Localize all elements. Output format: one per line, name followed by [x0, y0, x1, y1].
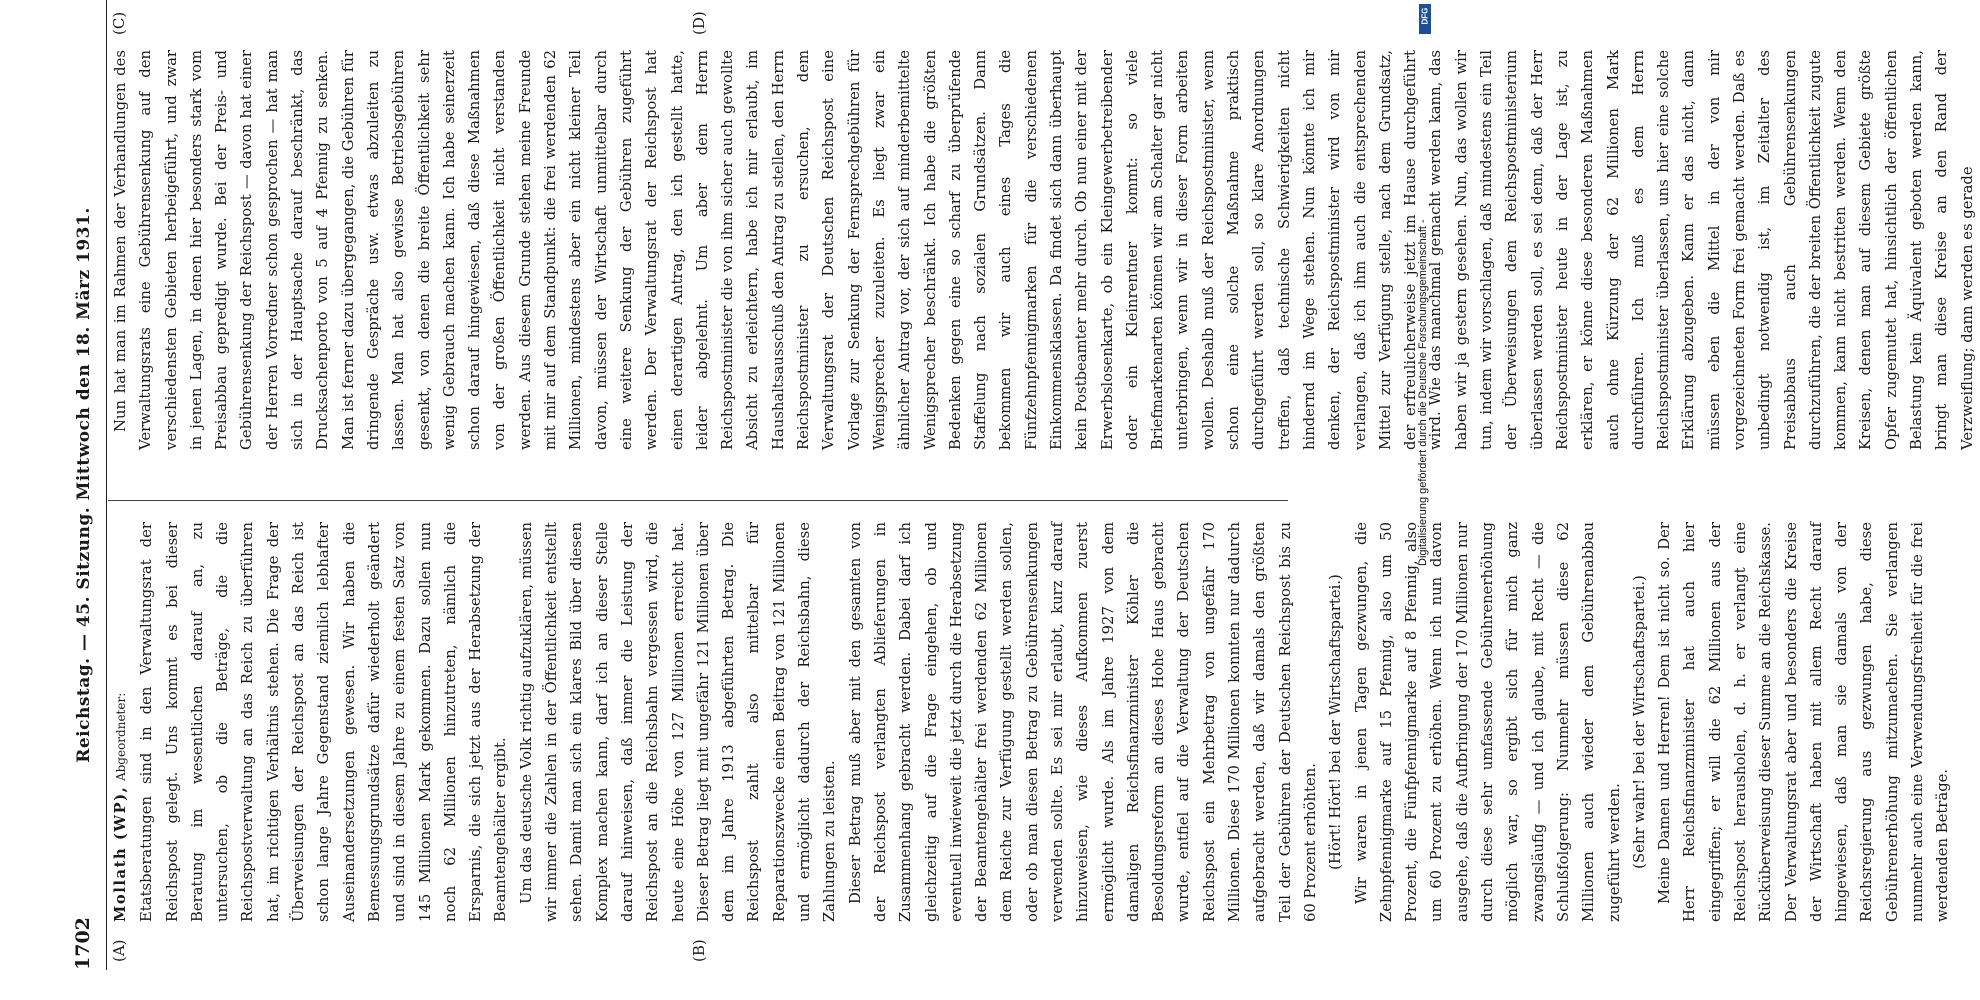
paragraph: Meine Damen und Herren! Dem ist nicht so. Der Herr Reichsfinanzminister hat auch hier eingegriffen; er will die 62 Millionen aus der Reichspost herausholen, d. h. er verlangt eine Rücküberweisung dieser Summe an die Reichskasse. Der Verwaltungsrat aber und besonders die Kreise der Wirtschaft haben mit allem Recht darauf hingewiesen, daß man sie damals von der Reichsregierung aus gezwungen habe, diese Gebührenerhöhung mitzumachen. Sie verlangen nunmehr auch eine Verwendungsfreiheit für die frei werdenden Beträge. [1656, 522, 1952, 922]
margin-marker-c: (C) [110, 11, 128, 35]
credit-text: Digitalisierung gefördert durch die Deutsche Forschungsgemeinschaft - [1417, 219, 1429, 566]
paragraph: Nun hat man im Rahmen der Verhandlungen des Verwaltungsrats eine Gebührensenkung auf den verschiedensten Gebieten herbeigeführt, und zwar in jenen Lagen, in denen hier besonders stark vom Preisabbau gepredigt wurde. Bei der Preis- und Gebührensenkung der Reichspost — davon hat einer der Herren Vorredner schon gesprochen — hat man sich in der Hauptsache darauf beschränkt, das Drucksachenporto von 5 auf 4 Pfennig zu senken. Man ist ferner dazu übergegangen, die Gebühren für dringende Gespräche usw. etwas abzuleiten zu lassen. Man hat also gewisse Betriebsgebühren gesenkt, von denen die breite Öffentlichkeit sehr wenig Gebrauch machen kann. Ich habe seinerzeit schon darauf hingewiesen, daß diese Maßnahmen von der großen Öffentlichkeit nicht verstanden werden. Aus diesem Grunde stehen meine Freunde mit mir auf dem Standpunkt: die frei werdenden 62 Millionen, mindestens aber ein nicht kleiner Teil davon, müssen der Wirtschaft unmittelbar durch eine weitere Senkung der Gebühren zugeführt werden. Der Verwaltungsrat der Reichspost hat einen derartigen Antrag, den ich gestellt hatte, leider abgelehnt. Um aber dem Herrn Reichspostminister die von ihm sicher auch gewollte Absicht zu erleichtern, habe ich mir erlaubt, im Haushaltsausschuß den Antrag zu stellen, den Herrn Reichspostminister zu ersuchen, dem Verwaltungsrat der Deutschen Reichspost eine Vorlage zur Senkung der Fernsprechgebühren für Wenigsprecher zuzuleiten. Es liegt zwar ein ähnlicher Antrag vor, der sich auf minderbemittelte Wenigsprecher beschränkt. Ich habe die größten Bedenken gegen eine so scharf zu überprüfende Staffelung nach sozialen Grundsätzen. Dann bekommen wir auch eines Tages die Fünfzehnpfennigmarken für die verschiedenen Einkommensklassen. Da findet sich dann überhaupt kein Postbeamter mehr durch. Ob nun einer mit der Erwerbslosenkarte, ob ein Kleingewerbetreibender oder ein Kleinrentner kommt: so viele Briefmarkenarten können wir am Schalter gar nicht unterbringen, wenn wir in dieser Form arbeiten wollen. Deshalb muß der Reichspostminister, wenn schon eine solche Maßnahme praktisch durchgeführt werden soll, so klare Anordnungen treffen, daß technische Schwierigkeiten nicht hindernd im Wege stehen. Nun könnte ich mir denken, der Reichspostminister wird von mir verlangen, daß ich ihm auch die entsprechenden Mittel zur Verfügung stelle, nach dem Grundsatz, der erfreulicherweise jetzt im Hause durchgeführt wird. Wie das manchmal gemacht werden kann, das haben wir ja gestern gesehen. Nun, das wollen wir tun, indem wir vorschlagen, daß mindestens ein Teil der Überweisungen dem Reichspostministerium überlassen werden soll, es sei denn, daß der Herr Reichspostminister heute in der Lage ist, zu erklären, er könne diese besonderen Maßnahmen auch ohne Kürzung der 62 Millionen Mark durchführen. Ich muß es dem Herrn Reichspostminister überlassen, uns hier eine solche Erklärung abzugeben. Kann er das nicht, dann müssen eben die Mittel in der von mir vorgezeichneten Form frei gemacht werden. Daß es unbedingt notwendig ist, im Zeitalter des Preisabbaus auch Gebührensenkungen durchzuführen, die der breiten Öffentlichkeit zugute kommen, kann nicht bestritten werden. Wenn den Kreisen, denen man auf diesem Gebiete größte Opfer zugemutet hat, hinsichtlich der öffentlichen Belastung kein Äquivalent geboten werden kann, bringt man diese Kreise an den Rand der Verzweiflung; dann werden es gerade [112, 50, 1976, 450]
left-column [108, 522, 1956, 922]
interjection: (Hört! Hört! bei der Wirtschaftspartei.) [1327, 574, 1345, 870]
speaker-line [108, 522, 134, 922]
paragraph: Dieser Betrag muß aber mit den gesamten von der Reichspost verlangten Ablieferungen in Zusammenhang gebracht werden. Dabei darf ich gleichzeitig auf die Frage eingehen, ob und eventuell inwieweit die jetzt durch die Herabsetzung der Beamtengehälter frei werdenden 62 Millionen dem Reiche zur Verfügung gestellt werden sollen, oder ob man diesen Betrag zu Gebührensenkungen verwenden sollte. Es sei mir erlaubt, kurz darauf hinzuweisen, wie dieses Aufkommen zuerst ermöglicht wurde. Als im Jahre 1927 von dem damaligen Reichsfinanzminister Köhler die Besoldungsreform an dieses Hohe Haus gebracht wurde, entfiel auf die Verwaltung der Deutschen Reichspost ein Mehrbetrag von ungefähr 170 Millionen. Diese 170 Millionen konnten nur dadurch aufgebracht werden, daß wir damals den größten Teil der Gebühren der Deutschen Reichspost bis zu 60 Prozent erhöhten. [846, 522, 1319, 922]
speaker-role: Abgeordneter: [114, 692, 128, 782]
header-rule [106, 0, 107, 970]
dfg-logo-text: DFG [1420, 7, 1430, 25]
page-number: 1702 [72, 917, 94, 970]
paragraph: Um das deutsche Volk richtig aufzuklären, müssen wir immer die Zahlen in der Öffentlichkeit entstellt sehen. Damit man sich ein klares Bild über diesen Komplex machen kann, darf ich an dieser Stelle darauf hinweisen, daß immer die Leistung der Reichspost an die Reichsbahn vergessen wird, die heute eine Höhe von 127 Millionen erreicht hat. Dieser Betrag liegt mit ungefähr 121 Millionen über dem im Jahre 1913 abgeführten Betrag. Die Reichspost zahlt also mittelbar für Reparationszwecke einen Beitrag von 121 Millionen und ermöglicht dadurch der Reichsbahn, diese Zahlungen zu leisten. [517, 522, 839, 922]
paragraph: Wir waren in jenen Tagen gezwungen, die Zehnpfennigmarke auf 15 Pfennig, also um 50 Prozent, die Fünfpfennigmarke auf 8 Pfennig, also um 60 Prozent zu erhöhen. Wenn ich nun davon ausgehe, daß die Aufbringung der 170 Millionen nur durch diese sehr umfassende Gebührenerhöhung möglich war, so ergibt sich für mich ganz zwangsläufig — und ich glaube, mit Recht — die Schlußfolgerung: Nunmehr müssen diese 62 Millionen auch wieder dem Gebührenabbau zugeführt werden. [1352, 522, 1623, 922]
page-title: Reichstag. — 45. Sitzung. Mittwoch den 18. März 1931. [74, 207, 94, 763]
margin-marker-d: (D) [690, 11, 708, 35]
column-divider [108, 500, 1288, 501]
page-header [60, 0, 100, 970]
digitization-credit [1417, 6, 1433, 566]
margin-marker-a: (A) [110, 939, 128, 962]
right-column [108, 50, 1980, 450]
speaker-name: Mollath (WP), [112, 785, 129, 922]
margin-marker-b: (B) [690, 939, 708, 962]
paragraph: Etatsberatungen sind in den Verwaltungsrat der Reichspost gelegt. Uns kommt es bei dieser Beratung im wesentlichen darauf an, zu untersuchen, ob die Beträge, die die Reichspostverwaltung an das Reich zu überführen hat, im richtigen Verhältnis stehen. Die Frage der Überweisungen der Reichspost an das Reich ist schon lange Jahre Gegenstand ziemlich lebhafter Auseinandersetzungen gewesen. Wir haben die Bemessungsgrundsätze dafür wiederholt geändert und sind in diesem Jahre zu einem festen Satz von 145 Millionen Mark gekommen. Dazu sollen nun noch 62 Millionen hinzutreten, nämlich die Ersparnis, die sich jetzt aus der Herabsetzung der Beamtengehälter ergibt. [138, 522, 510, 922]
interjection: (Sehr wahr! bei der Wirtschaftspartei.) [1630, 575, 1648, 869]
